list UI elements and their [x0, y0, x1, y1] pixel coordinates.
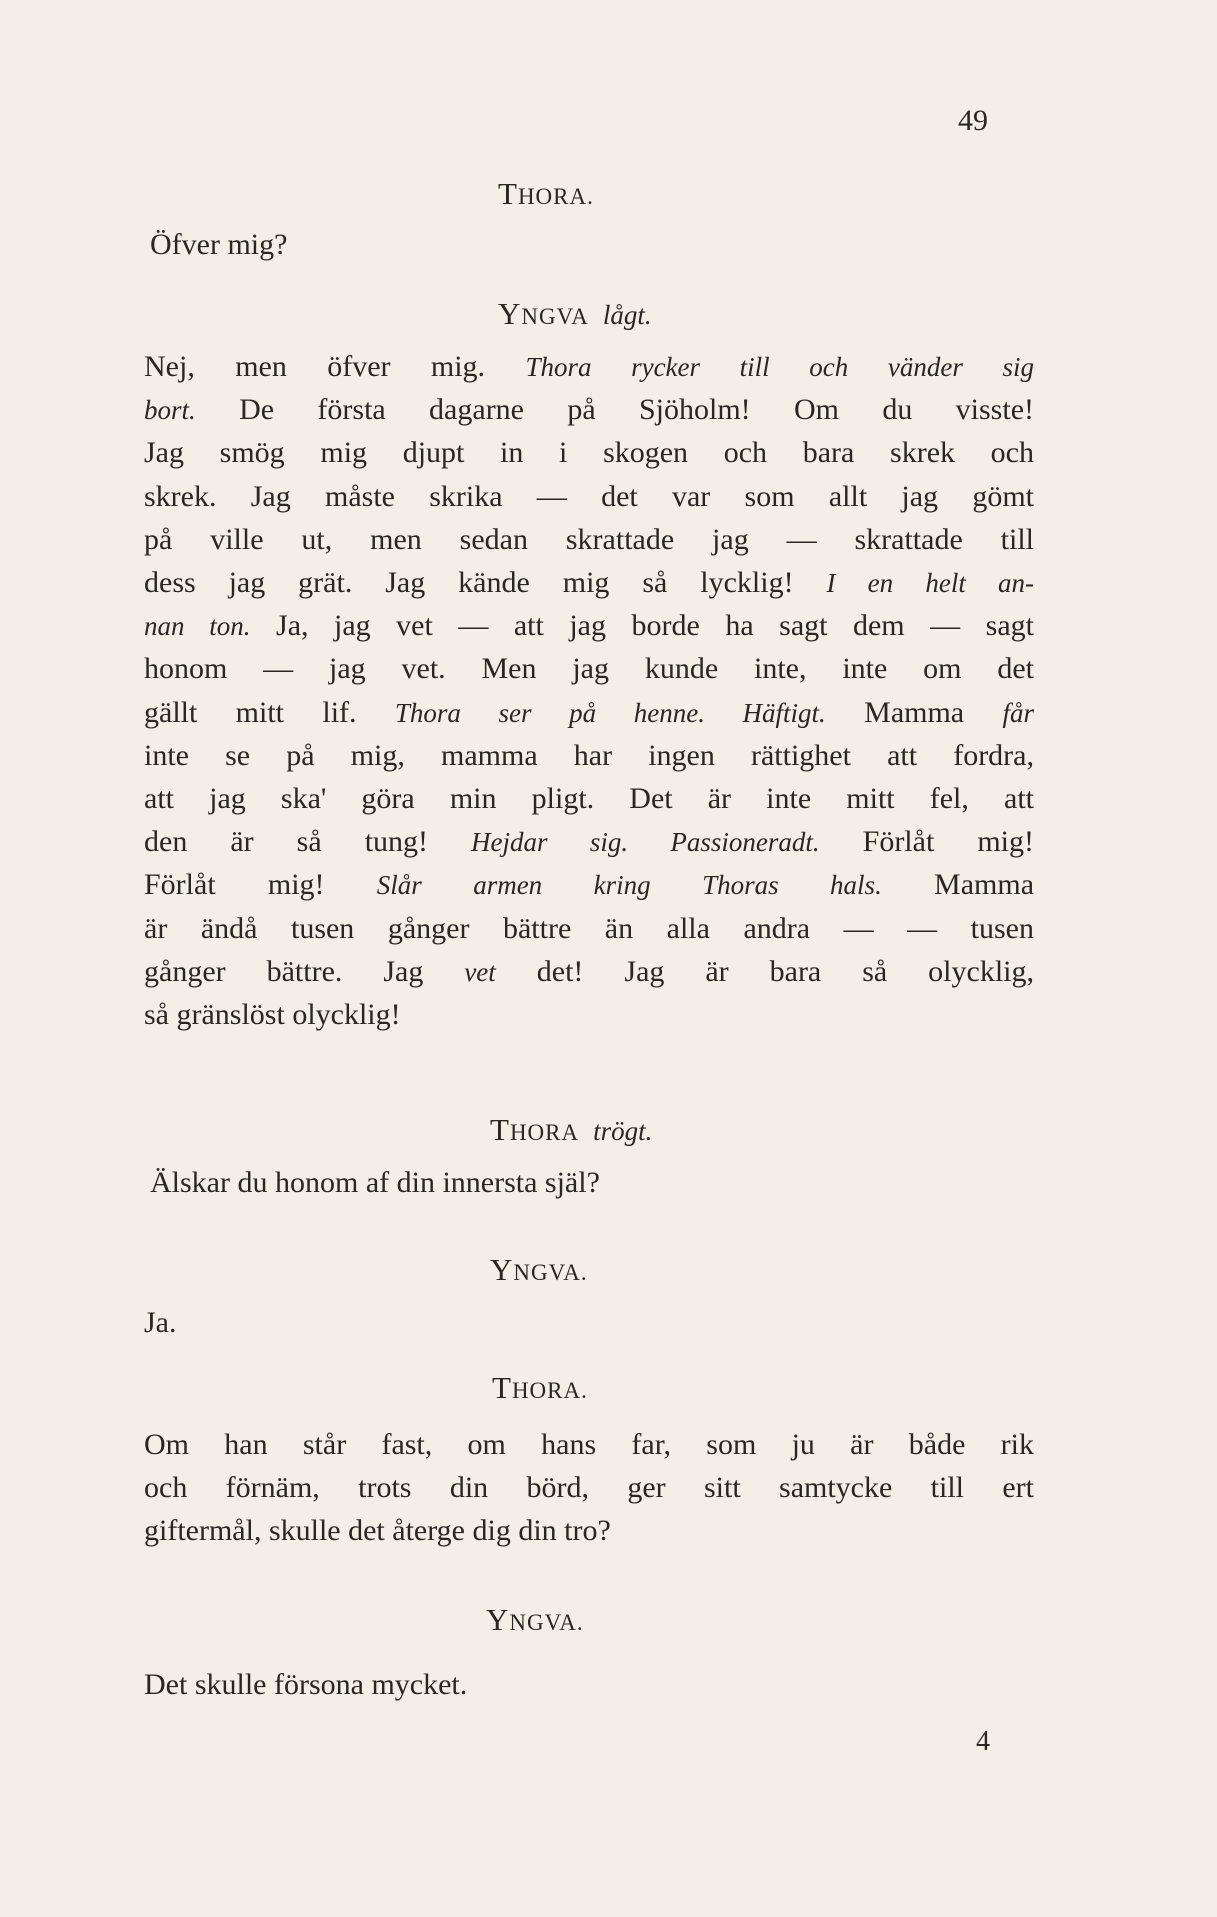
stage-direction: Slår armen kring Thoras hals. — [376, 870, 882, 901]
stage-direction: får — [1002, 697, 1034, 728]
dialogue-line: och förnäm, trots din börd, ger sitt samtycke till ert — [144, 1471, 1034, 1504]
dialogue-line: Nej, men öfver mig. Thora rycker till och vänder sig — [144, 350, 1035, 383]
speaker-name: THORA — [490, 1112, 580, 1147]
stage-direction: trögt. — [593, 1116, 653, 1146]
dialogue-line: Jag smög mig djupt in i skogen och bara skrek och — [144, 436, 1034, 470]
dialogue-line: Om han står fast, om hans far, som ju är både rik — [144, 1428, 1034, 1461]
dialogue-line: Öfver mig? — [150, 228, 288, 261]
stage-direction: bort. — [144, 395, 196, 426]
speaker-heading — [490, 1252, 588, 1288]
stage-direction: I en helt an- — [826, 568, 1034, 598]
dialogue-line: att jag ska' göra min pligt. Det är inte mitt fel, att — [144, 782, 1034, 815]
speaker-name: YNGVA. — [490, 1252, 588, 1287]
stage-direction: vet — [464, 956, 496, 987]
dialogue-line: bort. De första dagarne på Sjöholm! Om du visste! — [144, 393, 1034, 427]
dialogue-line: gånger bättre. Jag vet det! Jag är bara så olycklig, — [144, 954, 1035, 988]
page-number: 49 — [958, 104, 988, 137]
dialogue-line: Förlåt mig! Slår armen kring Thoras hals. Mamma — [144, 868, 1035, 902]
speaker-heading — [490, 1112, 652, 1148]
dialogue-line: Älskar du honom af din innersta själ? — [150, 1166, 600, 1199]
stage-direction: Hejdar sig. Passioneradt. — [471, 827, 820, 858]
dialogue-line: så gränslöst olycklig! — [144, 998, 401, 1031]
stage-direction: Thora rycker till och vänder sig — [525, 352, 1035, 382]
dialogue-line: på ville ut, men sedan skrattade jag — skrattade till — [144, 522, 1034, 556]
stage-direction: lågt. — [602, 300, 652, 330]
stage-direction: Thora ser på henne. Häftigt. — [394, 697, 826, 728]
dialogue-line: nan ton. Ja, jag vet — att jag borde ha sagt dem — sagt — [144, 609, 1034, 643]
speaker-name: YNGVA — [498, 296, 589, 331]
speaker-heading — [498, 176, 594, 212]
dialogue-line: honom — jag vet. Men jag kunde inte, inte om det — [144, 652, 1034, 686]
speaker-name: THORA. — [498, 176, 594, 211]
dialogue-line: Ja. — [144, 1306, 177, 1339]
dialogue-line: skrek. Jag måste skrika — det var som allt jag gömt — [144, 479, 1034, 513]
speaker-heading — [492, 1370, 588, 1406]
dialogue-line: Det skulle försona mycket. — [144, 1668, 468, 1701]
speaker-heading — [486, 1602, 584, 1638]
stage-direction: nan ton. — [144, 611, 251, 642]
speaker-name: THORA. — [492, 1370, 588, 1405]
speaker-heading — [498, 296, 652, 332]
dialogue-line: är ändå tusen gånger bättre än alla andra — — tusen — [144, 911, 1034, 945]
dialogue-line: dess jag grät. Jag kände mig så lycklig! I en helt an- — [144, 566, 1034, 599]
signature-mark: 4 — [976, 1726, 990, 1757]
dialogue-line: den är så tung! Hejdar sig. Passioneradt. Förlåt mig! — [144, 825, 1034, 859]
dialogue-line: giftermål, skulle det återge dig din tro? — [144, 1514, 611, 1547]
dialogue-line: gällt mitt lif. Thora ser på henne. Häftigt. Mamma får — [144, 695, 1034, 729]
dialogue-line: inte se på mig, mamma har ingen rättighet att fordra, — [144, 738, 1034, 772]
speaker-name: YNGVA. — [486, 1602, 584, 1637]
